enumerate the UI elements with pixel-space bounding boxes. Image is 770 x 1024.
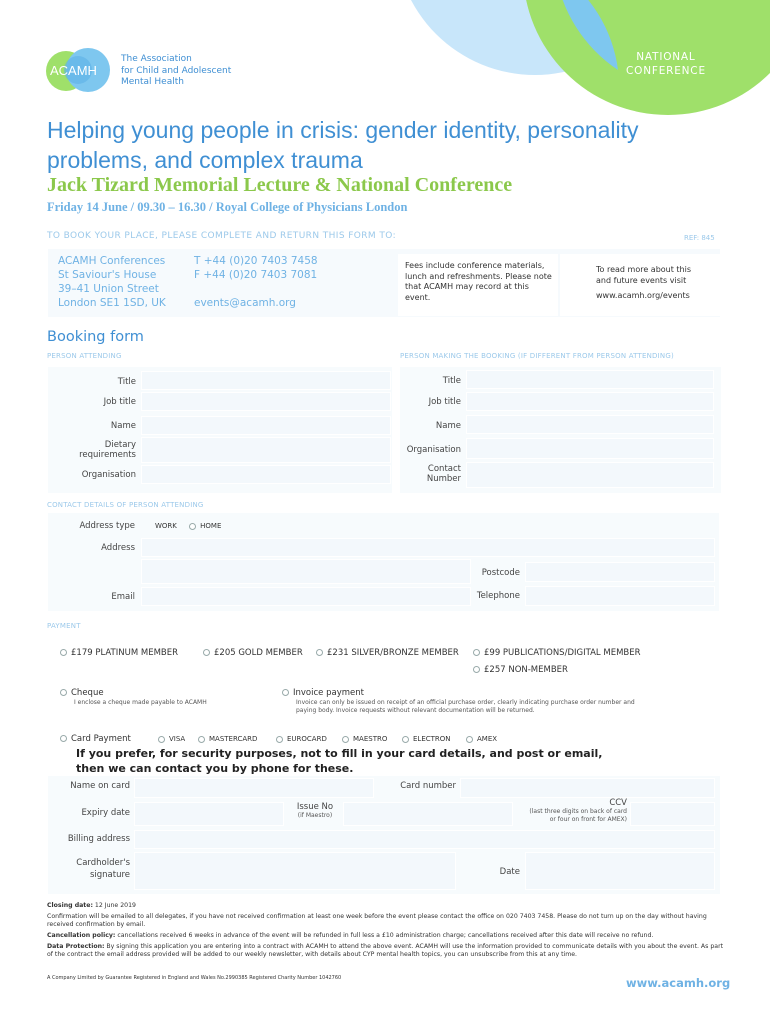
gold-option[interactable] (203, 648, 303, 658)
ccv-label: CCV (609, 798, 627, 808)
badge-line2: CONFERENCE (626, 65, 706, 77)
events-link[interactable]: www.acamh.org/events (596, 291, 690, 300)
eurocard-radio[interactable] (276, 736, 283, 743)
booker-name-input[interactable] (466, 415, 714, 434)
address-input[interactable] (141, 538, 715, 557)
expiry-label: Expiry date (81, 808, 130, 818)
name-on-card-input[interactable] (134, 778, 374, 798)
postcode-label: Postcode (481, 568, 520, 578)
address-line3: 39–41 Union Street (58, 283, 159, 295)
return-instruction: TO BOOK YOUR PLACE, PLEASE COMPLETE AND RETURN THIS FORM TO: (47, 231, 397, 241)
date-input[interactable] (525, 852, 715, 890)
home-radio[interactable] (189, 523, 196, 530)
work-option-label: WORK (155, 522, 177, 530)
publications-radio[interactable] (473, 649, 480, 656)
org-name-line1: The Association (121, 54, 192, 64)
date-line: Friday 14 June / 09.30 – 16.30 / Royal College of Physicians London (47, 200, 408, 214)
invoice-option[interactable] (282, 688, 364, 698)
badge-line1: NATIONAL (636, 51, 696, 63)
card-number-label: Card number (400, 781, 456, 791)
ccv-note-2: or four on front for AMEX) (549, 816, 627, 823)
title-line1: Helping young people in crisis: gender identity, personality (47, 117, 639, 143)
attendee-jobtitle-input[interactable] (141, 392, 391, 411)
data-protection-text: By signing this application you are entering into a contract with ACAMH to attend the above event. ACAMH will use the information provided to communicate details with you about the event. As part of the contract the email address provided will be added to our weekly newsletter, with details about CYP mental health topics, you can unsubscribe from this at any time. (47, 943, 724, 958)
attendee-jobtitle-label: Job title (103, 397, 136, 407)
maestro-label: MAESTRO (353, 735, 388, 743)
booker-contact-label: Contact Number (426, 464, 461, 484)
booker-title-input[interactable] (466, 370, 714, 389)
attendee-organisation-input[interactable] (141, 465, 391, 484)
platinum-label: £179 PLATINUM MEMBER (71, 648, 179, 658)
issue-number-note: (if Maestro) (297, 812, 333, 819)
name-on-card-label: Name on card (70, 781, 130, 791)
booker-organisation-input[interactable] (466, 438, 714, 459)
maestro-option[interactable] (342, 735, 387, 743)
booker-name-label: Name (435, 421, 461, 431)
silver-option[interactable] (316, 648, 459, 658)
electron-option[interactable] (402, 735, 451, 743)
card-payment-label: Card Payment (71, 734, 131, 744)
visa-radio[interactable] (158, 736, 165, 743)
non-member-option[interactable] (473, 665, 568, 675)
publications-label: £99 PUBLICATIONS/DIGITAL MEMBER (484, 648, 641, 658)
eurocard-label: EUROCARD (287, 735, 327, 743)
home-option-label: HOME (200, 522, 222, 530)
signature-label: Cardholder's signature (76, 858, 130, 880)
fees-note: Fees include conference materials, lunch and refreshments. Please note that ACAMH may record at this event. (405, 261, 552, 302)
fax: F +44 (0)20 7403 7081 (194, 269, 318, 281)
silver-label: £231 SILVER/BRONZE MEMBER (327, 648, 459, 658)
attendee-organisation-label: Organisation (81, 470, 136, 480)
issue-number-label: Issue No (296, 802, 334, 812)
publications-option[interactable] (473, 648, 641, 658)
payment-label: PAYMENT (47, 622, 81, 630)
booker-contact-input[interactable] (466, 462, 714, 488)
website-link[interactable]: www.acamh.org (626, 976, 731, 990)
card-payment-option[interactable] (60, 734, 131, 744)
closing-date-value: 12 June 2019 (92, 902, 136, 909)
platinum-radio[interactable] (60, 649, 67, 656)
postcode-input[interactable] (525, 562, 715, 582)
card-payment-radio[interactable] (60, 735, 67, 742)
address-label: Address (101, 543, 135, 553)
mastercard-radio[interactable] (198, 736, 205, 743)
address-line2: St Saviour's House (58, 269, 157, 281)
gold-label: £205 GOLD MEMBER (214, 648, 303, 658)
address-line4: London SE1 1SD, UK (58, 297, 166, 309)
company-info: A Company Limited by Guarantee Registered in England and Wales No.2990385 Registered Charity Number 1042760 (47, 975, 342, 981)
electron-label: ELECTRON (413, 735, 451, 743)
card-number-input[interactable] (460, 778, 715, 798)
email-input[interactable] (141, 587, 471, 606)
read-more-text: To read more about this and future events visit (596, 265, 692, 285)
invoice-note: Invoice can only be issued on receipt of an official purchase order, clearly indicating purchase order number and paying body. Invoice requests without relevant documentation will be returned. (296, 699, 635, 714)
org-name-line3: Mental Health (121, 77, 184, 87)
non-member-label: £257 NON-MEMBER (484, 665, 568, 675)
platinum-option[interactable] (60, 648, 178, 658)
non-member-radio[interactable] (473, 666, 480, 673)
cheque-note: I enclose a cheque made payable to ACAMH (74, 699, 207, 706)
contact-email[interactable]: events@acamh.org (194, 297, 296, 309)
attendee-title-label: Title (117, 377, 136, 387)
visa-label: VISA (169, 735, 186, 743)
booker-organisation-label: Organisation (406, 445, 461, 455)
person-booking-label: PERSON MAKING THE BOOKING (IF DIFFERENT FROM PERSON ATTENDING) (400, 352, 674, 360)
amex-label: AMEX (477, 735, 498, 743)
confirmation-text: Confirmation will be emailed to all delegates, if you have not received confirmation at least one week before the event please contact the office on 020 7403 7458. Please do not turn up on the day without having received confirmation by email. (47, 913, 707, 928)
logo-text: ACAMH (50, 63, 97, 78)
cancellation-label: Cancellation policy: (47, 932, 116, 939)
date-label: Date (499, 867, 520, 877)
attendee-dietary-input[interactable] (141, 437, 391, 463)
visa-option[interactable] (158, 735, 185, 743)
expiry-input[interactable] (134, 802, 284, 826)
telephone-input[interactable] (525, 586, 715, 606)
work-option[interactable] (155, 522, 221, 530)
mastercard-label: MASTERCARD (209, 735, 258, 743)
ccv-input[interactable] (630, 802, 715, 826)
phone: T +44 (0)20 7403 7458 (194, 255, 318, 267)
electron-radio[interactable] (402, 736, 409, 743)
cancellation-text: cancellations received 6 weeks in advance of the event will be refunded in full less a £10 administration charge; cancellations received after this date will receive no refund. (115, 932, 654, 939)
billing-address-input[interactable] (134, 830, 715, 849)
data-protection-label: Data Protection: (47, 943, 105, 950)
issue-number-input[interactable] (343, 802, 513, 826)
attendee-title-input[interactable] (141, 371, 391, 390)
cheque-label: Cheque (71, 688, 104, 698)
address-line1: ACAMH Conferences (58, 255, 166, 267)
invoice-radio[interactable] (282, 689, 289, 696)
address-type-label: Address type (79, 521, 135, 531)
attendee-name-label: Name (110, 421, 136, 431)
ccv-note-1: (last three digits on back of card (529, 808, 627, 815)
cheque-radio[interactable] (60, 689, 67, 696)
amex-radio[interactable] (466, 736, 473, 743)
telephone-label: Telephone (476, 591, 520, 601)
booker-jobtitle-input[interactable] (466, 392, 714, 411)
invoice-label: Invoice payment (293, 688, 364, 698)
maestro-radio[interactable] (342, 736, 349, 743)
booking-form-heading: Booking form (47, 329, 144, 345)
ref-number: REF: 845 (684, 234, 715, 242)
subtitle: Jack Tizard Memorial Lecture & National Conference (47, 174, 513, 196)
security-note: If you prefer, for security purposes, not to fill in your card details, and post or email, then we can contact you by phone for these. (76, 747, 603, 775)
person-attending-label: PERSON ATTENDING (47, 352, 122, 360)
closing-date-label: Closing date: (47, 902, 93, 909)
eurocard-option[interactable] (276, 735, 327, 743)
signature-input[interactable] (134, 852, 456, 890)
mastercard-option[interactable] (198, 735, 257, 743)
title-line2: problems, and complex trauma (47, 147, 363, 173)
attendee-name-input[interactable] (141, 416, 391, 435)
booker-jobtitle-label: Job title (428, 397, 461, 407)
address-input-2[interactable] (141, 559, 471, 584)
gold-radio[interactable] (203, 649, 210, 656)
cheque-option[interactable] (60, 688, 104, 698)
contact-details-label: CONTACT DETAILS OF PERSON ATTENDING (47, 501, 204, 509)
booker-title-label: Title (442, 376, 461, 386)
org-name-line2: for Child and Adolescent (121, 65, 232, 76)
attendee-dietary-label: Dietary requirements (79, 440, 136, 460)
logo (46, 47, 112, 93)
amex-option[interactable] (466, 735, 497, 743)
email-label: Email (111, 592, 135, 602)
silver-radio[interactable] (316, 649, 323, 656)
billing-address-label: Billing address (67, 834, 130, 844)
